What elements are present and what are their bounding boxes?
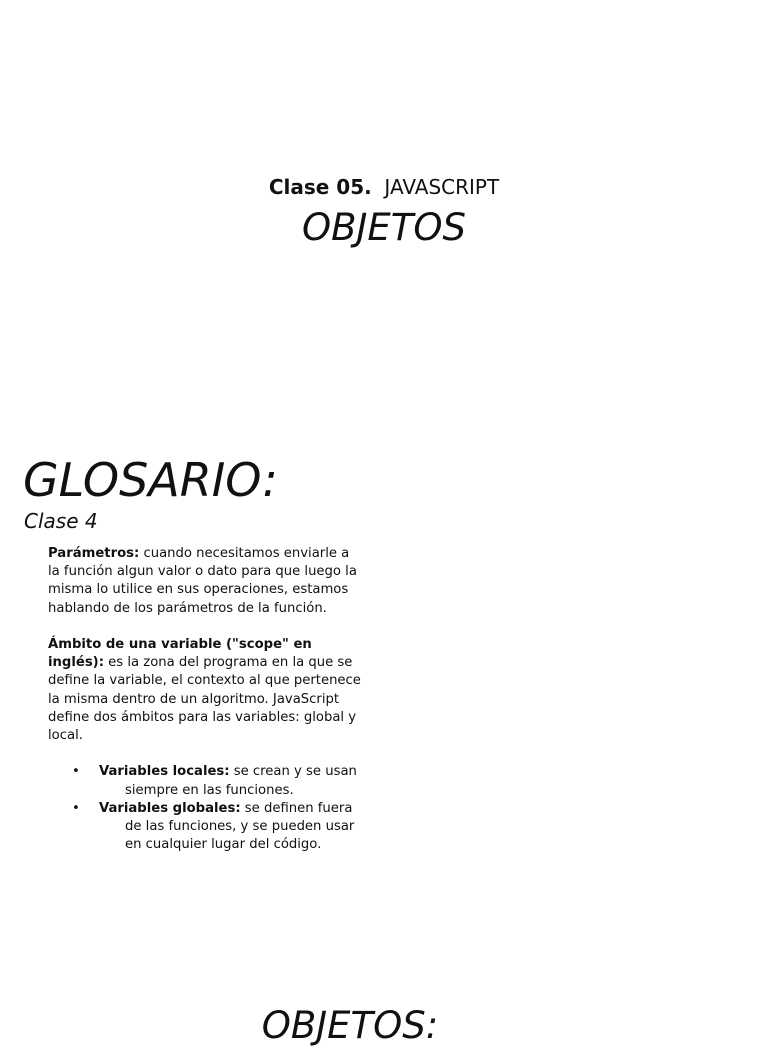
glossary-heading: GLOSARIO: <box>23 453 278 507</box>
parameters-definition: Parámetros: cuando necesitamos enviarle a la función algun valor o dato para que luego la misma lo utilice en sus operaciones, estamos hablando de los parámetros de la función. <box>48 546 357 616</box>
bullet-icon: • <box>72 800 80 816</box>
class-label: Clase 05. <box>268 175 372 199</box>
bullet-icon: • <box>72 764 80 780</box>
scope-definition: Ámbito de una variable ("scope" en inglés): es la zona del programa en la que se define la variable, el contexto al que pertenece la misma dentro de un algoritmo. JavaScript define dos ámbitos para las variables: global y local. <box>48 637 361 744</box>
glossary-subheading: Clase 4 <box>24 509 98 533</box>
parameters-term: Parámetros: <box>48 546 140 561</box>
next-section-heading: OBJETOS: <box>261 1004 439 1047</box>
list-item: • Variables globales: se definen fuera de las funciones, y se pueden usar en cualquier lugar del código. <box>72 800 355 853</box>
variable-types-list <box>48 763 378 854</box>
scope-term-line2: inglés): <box>48 655 104 671</box>
scope-term-line1: Ámbito de una variable ("scope" en <box>48 637 312 652</box>
class-header <box>0 175 768 199</box>
glossary-body <box>48 545 378 854</box>
class-subject: JAVASCRIPT <box>384 175 500 199</box>
page-title: OBJETOS <box>301 206 466 249</box>
list-item: • Variables locales: se crean y se usan siempre en las funciones. <box>72 764 357 798</box>
